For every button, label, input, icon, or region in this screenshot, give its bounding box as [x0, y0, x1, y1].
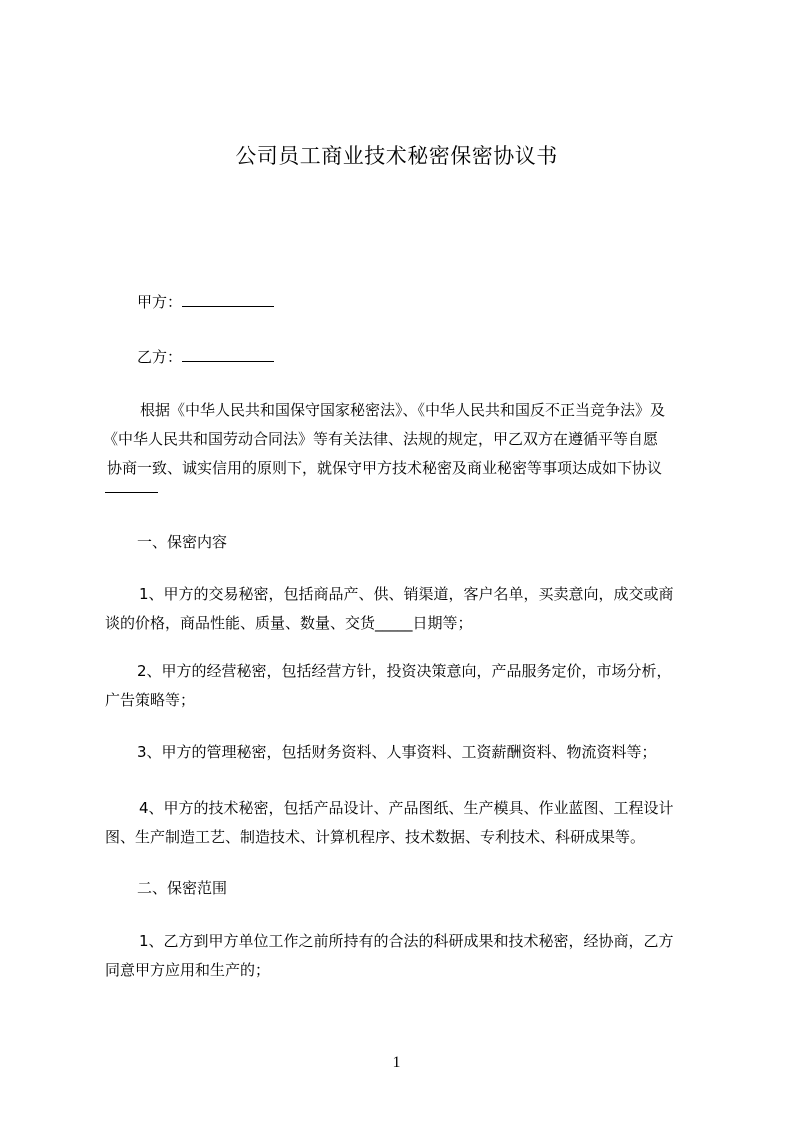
- intro-line: 《中华人民共和国劳动合同法》等有关法律、法规的规定，甲乙双方在遵循平等自愿: [103, 430, 659, 448]
- clause-line: 同意甲方应用和生产的；: [105, 961, 271, 979]
- clause-1-1: [105, 580, 713, 638]
- party-a-label: 甲方：: [137, 293, 183, 311]
- party-b-label: 乙方：: [137, 348, 183, 366]
- intro-line: 协商一致、诚实信用的原则下，就保守甲方技术秘密及商业秘密等事项达成如下协议: [107, 459, 663, 477]
- clause-line: 谈的价格，商品性能、质量、数量、交货_____日期等；: [105, 614, 473, 632]
- clause-1-4: [105, 794, 713, 852]
- intro-blank-rule: [105, 492, 158, 493]
- clause-2-1: [105, 927, 713, 985]
- intro-line: 根据《中华人民共和国保守国家秘密法》、《中华人民共和国反不正当竞争法》及: [140, 401, 666, 419]
- party-a-line: [137, 291, 274, 312]
- clause-line: 4、甲方的技术秘密，包括产品设计、产品图纸、生产模具、作业蓝图、工程设计: [139, 799, 674, 817]
- clause-line: 图、生产制造工艺、制造技术、计算机程序、技术数据、专利技术、科研成果等。: [105, 828, 646, 846]
- party-b-line: [137, 346, 274, 367]
- clause-line: 1、乙方到甲方单位工作之前所持有的合法的科研成果和技术秘密，经协商，乙方: [139, 932, 674, 950]
- section-heading: 二、保密范围: [137, 879, 228, 897]
- intro-paragraph: [105, 396, 713, 483]
- clause-line: 广告策略等；: [105, 691, 196, 709]
- party-b-blank: [182, 349, 274, 362]
- clause-line: 2、甲方的经营秘密，包括经营方针，投资决策意向，产品服务定价，市场分析，: [137, 662, 672, 680]
- clause-1-3: [105, 738, 713, 767]
- party-a-blank: [182, 294, 274, 307]
- page-title: 公司员工商业技术秘密保密协议书: [235, 144, 558, 168]
- clause-1-2: [105, 657, 713, 715]
- clause-line: 1、甲方的交易秘密，包括商品产、供、销渠道，客户名单，买卖意向，成交或商: [139, 585, 674, 603]
- section-heading: 一、保密内容: [137, 533, 228, 551]
- clause-line: 3、甲方的管理秘密，包括财务资料、人事资料、工资薪酬资料、物流资料等；: [137, 743, 657, 761]
- page-number: 1: [392, 1054, 401, 1071]
